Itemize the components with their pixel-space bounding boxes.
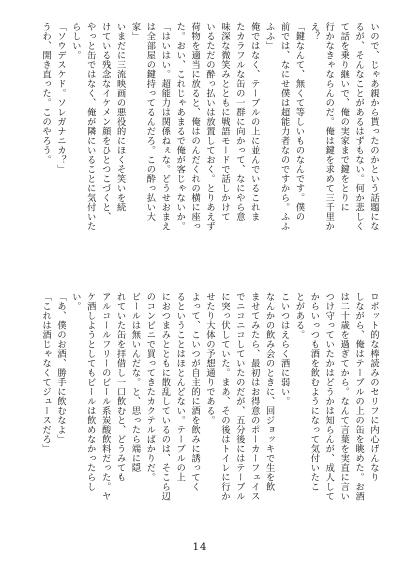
- text-line: ませてみたら、最初はお得意のポーカーフェイス: [248, 292, 260, 501]
- text-line: たカラフルな缶の一群に向かって、なにやら意: [233, 22, 245, 222]
- text-line: 行かなきゃならんのだ。俺は鍵を求めて三千里か: [323, 22, 335, 231]
- text-line: でニコニコしていたのだが、五分後にはテーブル: [233, 292, 245, 501]
- text-line: なんかの飲み会のときに、回ジョッキで生を飲: [263, 292, 275, 492]
- text-line: こいつはえらく酒に弱い。: [278, 292, 290, 406]
- text-line: いるただの酔っ払いは放置しておく。とりあえず: [204, 22, 216, 231]
- text-line: れていた缶を拝借し一口飲むと、どうみても: [114, 292, 126, 482]
- text-line: るが、そんなことがあるはずもない。何か悲しく: [353, 22, 365, 231]
- text-line: い。: [69, 292, 81, 311]
- text-line: に突っ伏していた。まあ、その後はトイレに行か: [218, 292, 230, 501]
- text-line: におつまみとともに散乱しているのは、そこら辺: [159, 292, 171, 501]
- text-line: 味深な微笑みとともに戦語モードで話しかけて: [218, 22, 230, 222]
- text-line: は全部屋の鍵持ってるんだろ。この酔っ払い大: [144, 22, 156, 222]
- text-block-upper: [20, 22, 380, 274]
- text-block-lower: [20, 292, 380, 544]
- text-line: 家」: [129, 22, 141, 41]
- text-line: つけ守っていたかはどうかは知らんが、成人して: [323, 292, 335, 501]
- text-line: ロボット的な棒読みのセリフに内心げんなり: [368, 292, 379, 482]
- text-line: て話を乗り継いで、俺の実家まで鍵をとりに: [338, 22, 350, 212]
- text-line: 荷物を適当に放ると、俺はのんだくれの横に座っ: [189, 22, 201, 231]
- text-line: うわ、開き直った。このやろう。: [40, 22, 52, 165]
- text-line: た。おい、これじゃあまるで俺が客じゃないか。: [174, 22, 186, 231]
- text-line: 「これは酒じゃなくてジュースだろ」: [40, 292, 52, 454]
- text-line: せたり大体の予想通りである。: [204, 292, 216, 425]
- text-line: 「鍵なんて、無くて等しいものなんです。僕の: [293, 22, 305, 222]
- text-line: やっと缶ではなく、俺が隣にいることに気付いた: [84, 22, 96, 231]
- text-line: いまだに三流映画の悪役的にほくそ笑いを続: [114, 22, 126, 212]
- text-line: え？: [308, 22, 320, 41]
- text-line: のコンビニで買ってきたカクテルばかりだ。: [144, 292, 156, 482]
- text-line: 「はいはい。超能力は関係ねぇな。どうせおまえ: [159, 22, 171, 231]
- text-line: は二十歳を過ぎてから。なんて言葉を実直に言い: [338, 292, 350, 501]
- text-line: らしい。: [69, 22, 81, 60]
- page-number: 14: [192, 542, 208, 553]
- text-line: 「ソウデスケド。ソレガナニカ？」: [54, 22, 66, 174]
- text-line: アルコールフリーのビール系炭酸飲料だった。ヤ: [99, 292, 111, 501]
- text-line: 前では、なにせ僕は超能力者なのですから。ふふ: [278, 22, 290, 231]
- text-line: るということはほとんどない。テーブルの上: [174, 292, 186, 482]
- text-line: 「あ、僕のお酒、勝手に飲むなよ」: [54, 292, 66, 444]
- text-line: ビールは無いんだな。と、思ったら端に隠: [129, 292, 141, 473]
- text-line: ふふ」: [263, 22, 275, 51]
- text-line: けている残念なイケメン顔をひとつこづくと、: [99, 22, 111, 222]
- text-line: しながら、俺はテーブルの上の缶を眺めた。お酒: [353, 292, 365, 501]
- text-line: ケ酒しようとしてもビールは飲めなかったらし: [84, 292, 96, 492]
- text-line: 俺ではなく、テーブルの上に並んでいるこれま: [248, 22, 260, 222]
- text-line: いので、じゃあ親から貰ったのかという話題にな: [368, 22, 379, 231]
- text-line: よって、こいつが自主的に酒を飲みに誘ってく: [189, 292, 201, 492]
- text-line: とがある。: [293, 292, 305, 340]
- text-line: からいっつも酒を飲むようになって気付いたこ: [308, 292, 320, 492]
